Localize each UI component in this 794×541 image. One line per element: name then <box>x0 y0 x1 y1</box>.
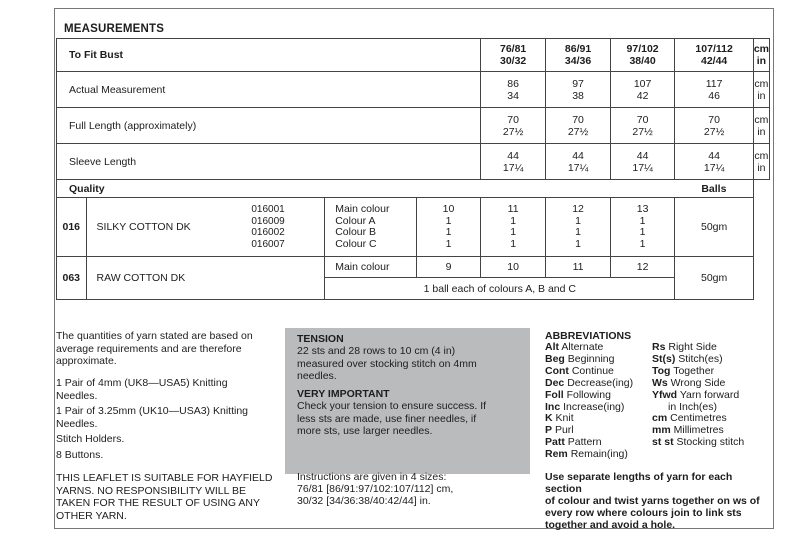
size-col-1: 76/81 30/32 <box>480 39 545 72</box>
tension-box: TENSION 22 sts and 28 rows to 10 cm (4 in) measured over stocking stitch on 4mm needles. VERY IMPORTANT Check your tension to ensure success. If less sts are made, use finer needles, if more sts, use larger needles. <box>285 328 530 474</box>
weight: 50gm <box>675 257 753 300</box>
yarn-name: SILKY COTTON DK <box>86 198 251 257</box>
yarn-code: 016 <box>57 198 87 257</box>
quality-header-row <box>57 180 770 198</box>
tension-title: TENSION <box>297 333 344 345</box>
abbreviations-title: ABBREVIATIONS <box>545 330 632 342</box>
weight: 50gm <box>675 198 753 257</box>
yarn-row-016: 016 SILKY COTTON DK 016001 016009 016002 016007 Main colour Colour A Colour B Colour C 10 1 1 1 11 1 1 1 12 1 1 1 13 1 1 1 50gm <box>57 198 770 257</box>
quality-label: Quality <box>57 180 675 198</box>
table-row: Sleeve Length 44 17¼ 44 17¼ 44 17¼ 44 17¼ cm in <box>57 144 770 180</box>
balls-label: Balls <box>675 180 753 198</box>
measurements-heading: MEASUREMENTS <box>64 23 165 35</box>
unit-col: cm in <box>753 39 769 72</box>
very-important-title: VERY IMPORTANT <box>297 388 390 401</box>
abbreviations-col-2: Rs Right Side St(s) Stitch(es) Tog Together Ws Wrong Side Yfwd Yarn forward in Inch(es) cm Centimetres mm Millimetres st st Stocking stitch <box>652 341 745 449</box>
colour-list: Main colour Colour A Colour B Colour C <box>325 198 417 257</box>
size-col-3: 97/102 38/40 <box>610 39 675 72</box>
needles-4mm: 1 Pair of 4mm (UK8—USA5) Knitting Needles. <box>56 377 228 402</box>
buttons: 8 Buttons. <box>56 449 104 461</box>
size-instructions: Instructions are given in 4 sizes: 76/81 [86/91:97/102:107/112] cm, 30/32 [34/36:38/40:42/44] in. <box>297 471 454 507</box>
shade-numbers: 016001 016009 016002 016007 <box>251 198 324 257</box>
size-col-4: 107/112 42/44 <box>675 39 753 72</box>
measurements-table <box>56 38 770 300</box>
needles-325mm: 1 Pair of 3.25mm (UK10—USA3) Knitting Needles. <box>56 405 248 430</box>
table-row: Actual Measurement 86 34 97 38 107 42 117 46 cm in <box>57 72 770 108</box>
stitch-holders: Stitch Holders. <box>56 433 125 445</box>
size-header-row <box>57 39 770 72</box>
to-fit-bust-label: To Fit Bust <box>57 39 481 72</box>
yarn-code: 063 <box>57 257 87 300</box>
size-col-2: 86/91 34/36 <box>546 39 610 72</box>
table-row: Full Length (approximately) 70 27½ 70 27½ 70 27½ 70 27½ cm in <box>57 108 770 144</box>
colour-join-note: Use separate lengths of yarn for each section of colour and twist yarns together on ws of every row where colours join to link sts together and avoid a hole. <box>545 471 760 531</box>
extra-colours: 1 ball each of colours A, B and C <box>325 278 675 300</box>
disclaimer: THIS LEAFLET IS SUITABLE FOR HAYFIELD YARNS. NO RESPONSIBILITY WILL BE TAKEN FOR THE RESULT OF USING ANY OTHER YARN. <box>56 472 273 522</box>
yarn-row-063: 063 RAW COTTON DK Main colour 9 10 11 12 50gm <box>57 257 770 278</box>
abbreviations-col-1: Alt Alternate Beg Beginning Cont Continue Dec Decrease(ing) Foll Following Inc Increase(ing) K Knit P Purl Patt Pattern Rem Remain(ing) <box>545 341 634 461</box>
yarn-quantity-note: The quantities of yarn stated are based on average requirements and are therefore approximate. <box>56 330 253 367</box>
yarn-name: RAW COTTON DK <box>86 257 325 300</box>
